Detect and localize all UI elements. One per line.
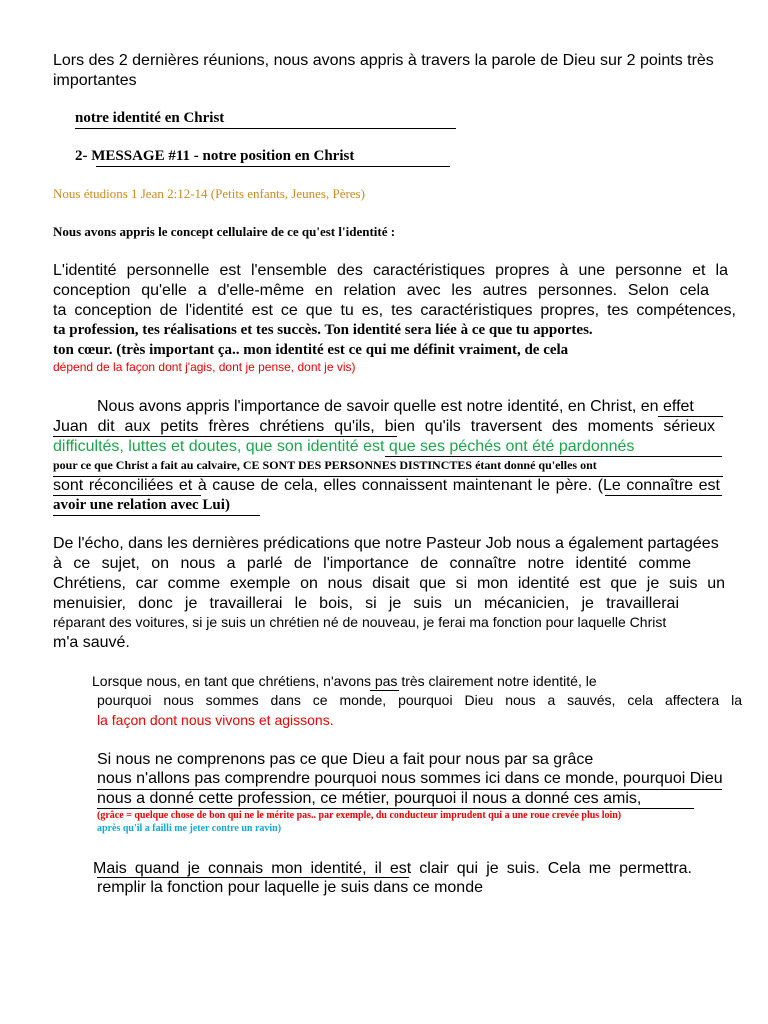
concept-heading: Nous avons appris le concept cellulaire de ce qu'est l'identité :: [53, 224, 396, 239]
point-identity-underline: [75, 128, 456, 129]
intro-line-2: importantes: [53, 72, 137, 89]
definition-line-6: dépend de la façon dont j'agis, dont je pense, dont je vis): [53, 360, 356, 374]
grace-underline-3: [97, 808, 694, 809]
definition-line-2: conception qu'elle a d'elle-même en relation avec les autres personnes. Selon cela: [53, 282, 709, 299]
importance-line-6: avoir une relation avec Lui): [53, 497, 230, 513]
definition-line-1: L'identité personnelle est l'ensemble des caractéristiques propres à une personne et la: [53, 262, 728, 279]
bullet2-underline: [97, 877, 409, 878]
grace-line-2: nous n'allons pas comprendre pourquoi nous sommes ici dans ce monde, pourquoi Dieu: [97, 770, 723, 787]
importance-underline-2: [53, 436, 397, 437]
definition-line-4: ta profession, tes réalisations et tes succès. Ton identité sera liée à ce que tu apportes.: [53, 322, 593, 338]
echo-line-5: réparant des voitures, si je suis un chrétien né de nouveau, je ferai ma fonction pour laquelle Christ: [53, 614, 667, 630]
grace-line-1: Si nous ne comprenons pas ce que Dieu a fait pour nous par sa grâce: [97, 751, 594, 768]
intro-line-1: Lors des 2 dernières réunions, nous avons appris à travers la parole de Dieu sur 2 points très: [53, 52, 714, 69]
importance-line-5: sont réconciliées et à cause de cela, elles connaissent maintenant le père. (Le connaître est: [53, 477, 720, 494]
bullet1-line-2: pourquoi nous sommes dans ce monde, pourquoi Dieu nous a sauvés, cela affectera la: [97, 692, 742, 708]
point-position: 2- MESSAGE #11 - notre position en Christ: [75, 148, 355, 164]
bullet2-line-1: Mais quand je connais mon identité, il est clair qui je suis. Cela me permettra.: [93, 860, 692, 877]
importance-line-1: Nous avons appris l'importance de savoir quelle est notre identité, en Christ, en effet: [97, 398, 694, 415]
definition-line-5: ton cœur. (très important ça.. mon identité est ce qui me définit vraiment, de cela: [53, 342, 569, 358]
echo-line-1: De l'écho, dans les dernières prédications que notre Pasteur Job nous a également partagées: [53, 535, 719, 552]
echo-line-3: Chrétiens, car comme exemple on nous disait que si mon identité est que je suis un: [53, 575, 725, 592]
bullet1-line-1: Lorsque nous, en tant que chrétiens, n'avons pas très clairement notre identité, le: [92, 673, 597, 689]
bullet1-line-3: la façon dont nous vivons et agissons.: [97, 712, 334, 728]
point-position-underline: [96, 166, 450, 167]
echo-line-2: à ce sujet, on nous a parlé de l'importance de connaître notre identité comme: [53, 555, 691, 572]
point-identity: notre identité en Christ: [75, 110, 225, 126]
importance-line-4: pour ce que Christ a fait au calvaire, CE SONT DES PERSONNES DISTINCTES étant donné qu'elles ont: [53, 458, 597, 472]
echo-line-6: m'a sauvé.: [53, 634, 130, 651]
importance-line-3: difficultés, luttes et doutes, que son identité est que ses péchés ont été pardonnés: [53, 438, 635, 455]
study-reference: Nous étudions 1 Jean 2:12-14 (Petits enfants, Jeunes, Pères): [53, 186, 365, 201]
echo-line-4: menuisier, donc je travaillerai le bois, si je suis un mécanicien, je travaillerai: [53, 595, 679, 612]
grace-line-3: nous a donné cette profession, ce métier, pourquoi il nous a donné ces amis,: [97, 790, 642, 807]
importance-underline-5a: [53, 495, 201, 496]
importance-underline-6: [53, 515, 260, 516]
grace-note-red: (grâce = quelque chose de bon qui ne le mérite pas.. par exemple, du conducteur imprudent qui a une roue crevée plus loin): [97, 810, 622, 821]
grace-note-cyan: après qu'il a failli me jeter contre un ravin): [97, 823, 282, 834]
importance-line-2: Juan dit aux petits frères chrétiens qu'ils, bien qu'ils traversent des moments sérieux: [53, 418, 715, 435]
bullet1-underline: [370, 690, 399, 691]
importance-underline-5b: [605, 495, 722, 496]
importance-underline-1: [658, 416, 723, 417]
definition-line-3: ta conception de l'identité est ce que tu es, tes caractéristiques propres, tes compétences,: [53, 302, 736, 319]
bullet2-line-2: remplir la fonction pour laquelle je suis dans ce monde: [97, 879, 483, 896]
importance-underline-3: [385, 456, 722, 457]
